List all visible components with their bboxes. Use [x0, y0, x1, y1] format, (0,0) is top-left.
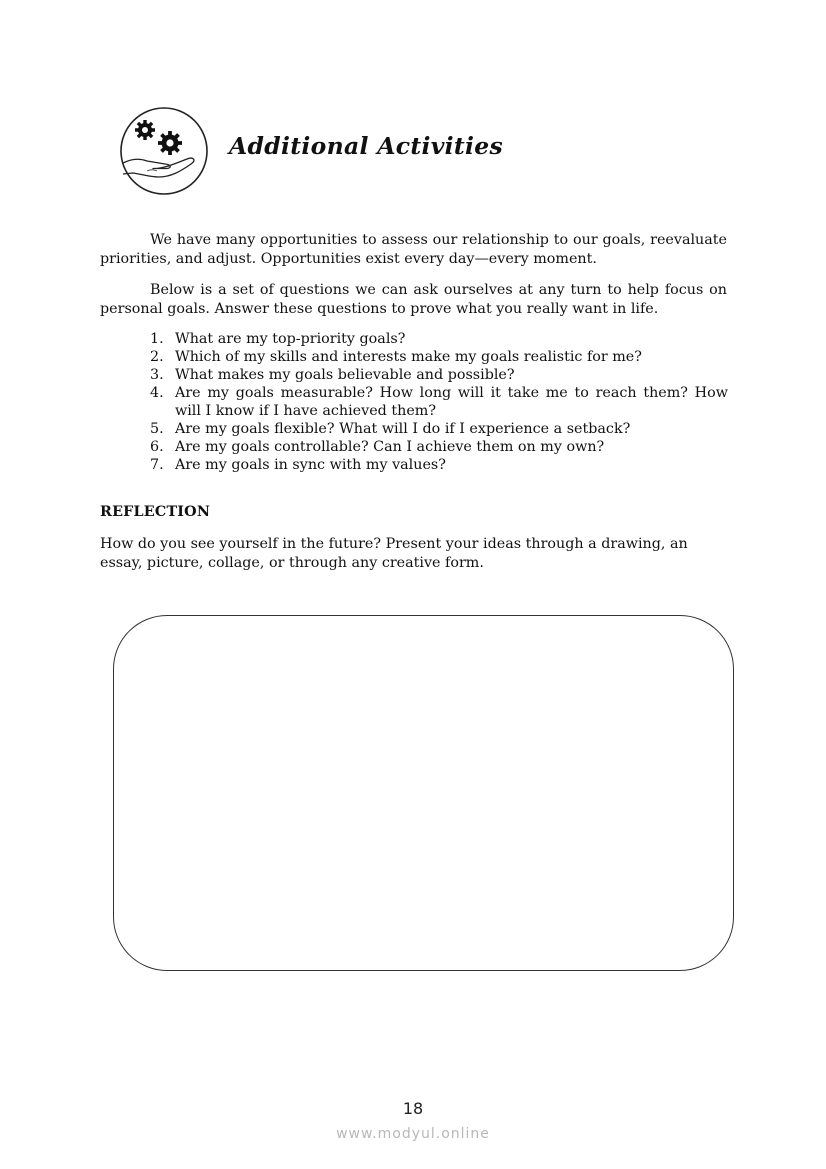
gears-on-hand-icon — [117, 107, 211, 195]
question-item — [140, 384, 728, 420]
question-number: 6. — [150, 439, 164, 455]
question-item — [140, 330, 728, 348]
question-number: 2. — [150, 349, 164, 365]
watermark: www.modyul.online — [336, 1126, 490, 1142]
question-text: Are my goals controllable? Can I achieve them on my own? — [175, 439, 605, 455]
reflection-answer-box[interactable] — [113, 615, 734, 971]
question-item — [140, 348, 728, 366]
intro-paragraph: We have many opportunities to assess our relationship to our goals, reevaluate priorities, and adjust. Opportunities exist every day—every moment. — [100, 232, 727, 267]
question-item — [140, 366, 728, 384]
section-title: Additional Activities — [229, 132, 504, 160]
question-item — [140, 438, 728, 456]
question-text: Are my goals measurable? How long will it take me to reach them? How will I know if I have achieved them? — [175, 385, 728, 419]
question-number: 4. — [150, 385, 164, 401]
question-item — [140, 456, 728, 474]
question-number: 7. — [150, 457, 164, 473]
reflection-heading: REFLECTION — [100, 504, 211, 520]
question-item — [140, 420, 728, 438]
question-number: 5. — [150, 421, 164, 437]
question-text: Are my goals in sync with my values? — [175, 457, 446, 473]
question-number: 1. — [150, 331, 164, 347]
question-number: 3. — [150, 367, 164, 383]
instructions-paragraph: Below is a set of questions we can ask ourselves at any turn to help focus on personal goals. Answer these questions to prove what you really want in life. — [100, 282, 727, 317]
question-text: Are my goals flexible? What will I do if I experience a setback? — [175, 421, 631, 437]
question-text: Which of my skills and interests make my goals realistic for me? — [175, 349, 642, 365]
question-list — [140, 330, 728, 474]
question-text: What makes my goals believable and possible? — [175, 367, 515, 383]
reflection-prompt: How do you see yourself in the future? Present your ideas through a drawing, an essay, picture, collage, or through any creative form. — [100, 536, 688, 571]
question-text: What are my top-priority goals? — [175, 331, 406, 347]
page-number: 18 — [402, 1099, 424, 1118]
